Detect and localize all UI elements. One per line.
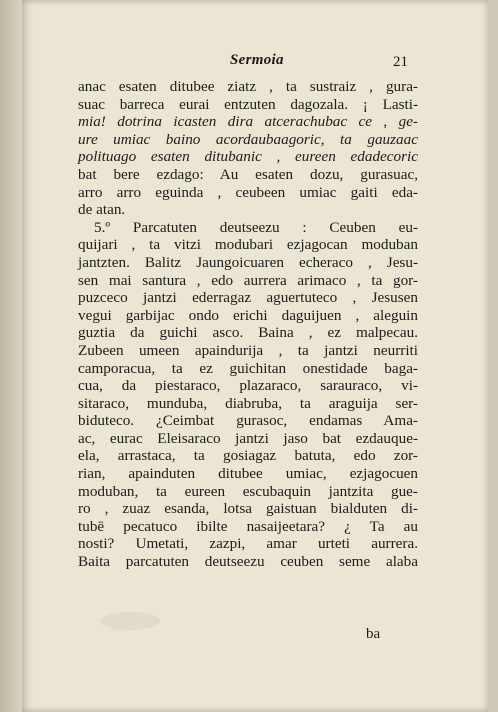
text-line: 5.º Parcatuten deutseezu : Ceuben eu- bbox=[94, 218, 418, 236]
text-line: anac esaten ditubee ziatz , ta sustraiz , gura- bbox=[78, 78, 418, 95]
text-line: jantzten. Balitz Jaungoicuaren echeraco , Jesu- bbox=[78, 253, 418, 271]
text-line: Baita parcatuten deutseezu ceuben seme alaba bbox=[78, 553, 418, 571]
text-line: biduteco. ¿Ceimbat gurasoc, endamas Ama- bbox=[78, 412, 418, 430]
text-line: ure umiac baino acordaubaagoric, ta gauzaac bbox=[78, 130, 418, 148]
page-header bbox=[78, 52, 408, 74]
text-line: rian, apainduten ditubee umiac, ezjagocuen bbox=[78, 465, 418, 483]
text-line: sen mai santura , edo aurrera arimaco , ta gor- bbox=[78, 271, 418, 289]
text-line: mia! dotrina icasten dira atcerachubac ce , ge- bbox=[78, 113, 418, 131]
text-line: polituago esaten ditubanic , eureen edadecoric bbox=[78, 148, 418, 166]
text-line: guztia da guichi asco. Baina , ez malpecau. bbox=[78, 324, 418, 342]
catchword: ba bbox=[366, 626, 381, 642]
text-line: ro , zuaz esanda, lotsa gaistuan bialduten di- bbox=[78, 500, 418, 518]
text-line: nosti? Umetati, zazpi, amar urteti aurrera. bbox=[78, 535, 418, 553]
text-line: arro arro eguinda , ceubeen umiac gaiti eda- bbox=[78, 183, 418, 201]
text-line: suac barreca eurai entzuten dagozala. ¡ Lasti- bbox=[78, 95, 418, 113]
running-title: Sermoia bbox=[230, 52, 284, 68]
text-line: ac, eurac Eleisaraco jantzi jaso bat ezdauque- bbox=[78, 429, 418, 447]
text-line: bat bere ezdago: Au esaten dozu, gurasuac, bbox=[78, 165, 418, 183]
text-line: quijari , ta vitzi modubari ezjagocan moduban bbox=[78, 236, 418, 254]
ink-smudge bbox=[100, 612, 160, 630]
text-line: sitaraco, munduba, diabruba, ta araguija ser- bbox=[78, 394, 418, 412]
text-line: ela, arrastaca, ta gosiagaz batuta, edo zor- bbox=[78, 447, 418, 465]
text-line: vegui garbijac ondo erichi daguijuen , aleguin bbox=[78, 306, 418, 324]
binding-gutter bbox=[0, 0, 22, 712]
text-line: de atan. bbox=[78, 201, 126, 219]
body-text bbox=[78, 78, 418, 571]
text-line: puzceco jantzi ederragaz aguertuteco , Jesusen bbox=[78, 289, 418, 307]
text-line: moduban, ta eureen escubaquin jantzita gue- bbox=[78, 482, 418, 500]
text-line: Zubeen umeen apaindurija , ta jantzi neurriti bbox=[78, 341, 418, 359]
text-line: tubē pecatuco ibilte nasaijeetara? ¿ Ta au bbox=[78, 517, 418, 535]
page-number: 21 bbox=[393, 54, 408, 70]
text-line: camporacua, ta ez guichitan onestidade baga- bbox=[78, 359, 418, 377]
text-line: cua, da piestaraco, plazaraco, sarauraco, vi- bbox=[78, 377, 418, 395]
